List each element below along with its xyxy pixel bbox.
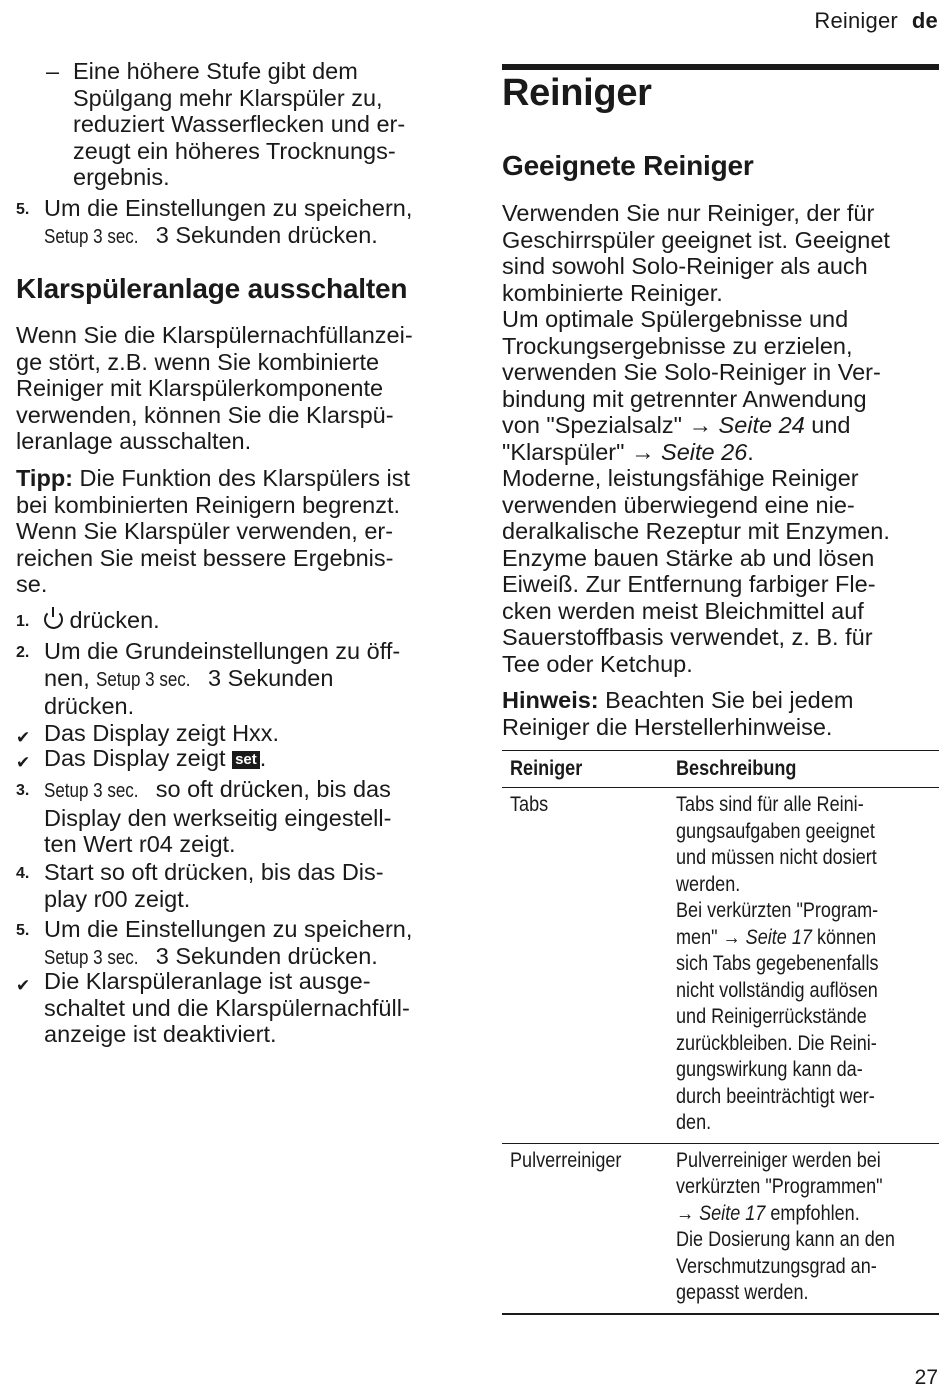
step-5-save [16,195,456,250]
text-line: empfohlen. [765,1201,860,1225]
tip-label: Tipp: [16,465,73,491]
text-line: 3 Sekunden drücken. [149,942,378,969]
text-line: Pulverreiniger werden bei [676,1148,881,1172]
set-display-box: set [232,751,260,769]
text-line: verwenden Sie Solo-Reiniger in Ver- [502,359,881,385]
step-number: 4. [16,865,30,882]
text-line: bei kombinierten Reinigern begrenzt. [16,491,401,518]
text-line: Reiniger die Herstellerhinweise. [502,713,833,740]
page-title: Reiniger [502,72,652,114]
setup-key-label: Setup 3 sec. [44,780,139,802]
page-reference-link[interactable]: Seite 26 [661,438,748,465]
text-line: gepasst werden. [676,1281,809,1304]
text-line: ten Wert r04 zeigt. [44,831,236,857]
text-line: Sauerstoffbasis verwendet, z. B. für [502,624,873,650]
text-line: Reiniger mit Klarspülerkomponente [16,375,384,401]
checkmark-icon: ✔ [16,976,31,995]
tip-paragraph [16,465,456,598]
text-line: drücken. [63,607,160,633]
text-line: so oft drücken, bis das [149,776,391,802]
text-line: Die Klarspüleranlage ist ausge- [44,968,371,994]
text-line: cken werden meist Bleichmittel auf [502,597,864,624]
text-line: men" → [676,925,746,949]
table-row [502,788,939,1143]
text-line: werden. [676,872,741,896]
text-line: Verschmutzungsgrad an- [676,1254,877,1278]
note-paragraph [502,687,942,740]
note-label: Hinweis: [502,687,599,713]
dash-bullet: – [46,58,60,84]
text-line: anzeige ist deaktiviert. [44,1021,277,1047]
text-line: reichen Sie meist bessere Ergebnis- [16,544,394,571]
column-header: Reiniger [510,757,583,780]
text-line: deralkalische Rezeptur mit Enzymen. [502,518,890,544]
page-number: 27 [914,1366,938,1389]
text-line: Spülgang mehr Klarspüler zu, [73,84,383,111]
text-line: zeugt ein höheres Trocknungs- [73,137,396,164]
step-number: 5. [16,922,30,939]
text-line: Display den werkseitig eingestell- [44,804,392,831]
text-line: von "Spezialsalz" → [502,412,719,438]
power-icon [44,610,63,629]
text-line: reduziert Wasserflecken und er- [73,111,406,137]
checkmark-icon: ✔ [16,728,31,747]
text-line: schaltet und die Klarspülernachfüll- [44,994,410,1021]
setup-key-label: Setup 3 sec. [44,225,139,248]
text-line: nen, [44,664,97,691]
text-line: Bei verkürzten "Program- [676,899,879,922]
table-cell-name: Pulverreiniger [510,1148,622,1172]
text-line: Wenn Sie die Klarspülernachfüllanzei- [16,322,413,348]
step-4 [16,859,456,912]
text-line: so oft drücken, bis das Dis- [93,859,384,885]
setup-key-label: Setup 3 sec. [44,946,139,969]
text-line: . [747,438,754,465]
result-display-hxx [16,720,456,747]
step-number: 5. [16,201,30,218]
text-line: verwenden überwiegend eine nie- [502,491,855,518]
text-line: ge stört, z.B. wenn Sie kombinierte [16,348,380,375]
table-header-row [502,751,939,787]
text-line: . [259,745,267,771]
start-key-label: Start [44,859,94,885]
detergent-paragraph [502,200,942,677]
page-reference-link[interactable]: Seite 24 [718,412,805,438]
step-number: 3. [16,782,30,799]
step-number: 2. [16,644,30,661]
text-line: den. [676,1111,712,1134]
text-line: leranlage ausschalten. [16,428,252,454]
text-line: Das Display zeigt Hxx. [44,720,280,746]
text-line: Die Dosierung kann an den [676,1228,895,1251]
page-reference-link[interactable]: Seite 17 [699,1201,766,1225]
text-line: play r00 zeigt. [44,885,191,912]
text-line: bindung mit getrennter Anwendung [502,385,867,412]
text-line: drücken. [44,693,135,719]
text-line: Die Funktion des Klarspülers ist [73,465,410,491]
text-line: Geschirrspüler geeignet ist. Geeignet [502,226,890,253]
text-line: nicht vollständig auflösen [676,978,878,1002]
text-line: zurückbleiben. Die Reini- [676,1031,877,1055]
step-number: 1. [16,613,30,630]
text-line: gungsaufgaben geeignet [676,819,875,843]
text-line: und [804,412,851,438]
text-line: durch beeinträchtigt wer- [676,1084,875,1108]
table-row [502,1144,939,1313]
text-line: Wenn Sie Klarspüler verwenden, er- [16,518,394,544]
text-line: Moderne, leistungsfähige Reiniger [502,465,859,491]
text-line: Das Display zeigt [44,745,233,771]
text-line: Tee oder Ketchup. [502,650,693,677]
section-heading: Klarspüleranlage ausschalten [16,273,408,304]
step-3 [16,776,456,858]
result-rinse-aid-off [16,968,456,1048]
page-reference-link[interactable]: Seite 17 [745,925,812,949]
text-line: sind sowohl Solo-Reiniger als auch [502,253,868,279]
text-line: sich Tabs gegebenenfalls [676,952,879,975]
text-line: Beachten Sie bei jedem [598,687,854,713]
text-line: gungswirkung kann da- [676,1058,863,1081]
text-line: Tabs sind für alle Reini- [676,793,864,816]
intro-paragraph [16,322,456,455]
step-5-save-final [16,916,456,971]
title-rule [502,64,939,70]
checkmark-icon: ✔ [16,753,31,772]
text-line: Eine höhere Stufe gibt dem [73,58,358,84]
text-line: verwenden, können Sie die Klarspü- [16,401,394,428]
text-line: se. [16,571,48,597]
step-2 [16,638,456,720]
column-header: Beschreibung [676,757,797,780]
text-line: "Klarspüler" → [502,438,662,465]
text-line: Um optimale Spülergebnisse und [502,306,849,332]
text-line: Trockungsergebnisse zu erzielen, [502,332,853,359]
section-heading: Geeignete Reiniger [502,150,754,181]
header-section: Reiniger [814,8,898,33]
running-header [814,8,938,34]
text-line: verkürzten "Programmen" [676,1175,883,1198]
text-line: Um die Einstellungen zu speichern, [44,195,413,221]
text-line: Eiweiß. Zur Entfernung farbiger Fle- [502,571,876,597]
text-line: und Reinigerrückstände [676,1005,867,1028]
table-cell-name: Tabs [510,793,549,816]
table-rule-bottom [502,1313,939,1315]
text-line: 3 Sekunden [201,664,334,691]
text-line: Um die Grundeinstellungen zu öff- [44,638,401,664]
step-1 [16,607,456,634]
text-line: und müssen nicht dosiert [676,846,877,869]
text-line: → [676,1201,700,1225]
dash-list-item [46,58,446,191]
header-language: de [911,8,938,33]
detergent-table [502,750,939,1315]
text-line: Enzyme bauen Stärke ab und lösen [502,544,875,571]
text-line: kombinierte Reiniger. [502,279,723,306]
result-display-set [16,745,456,772]
text-line: ergebnis. [73,164,170,190]
text-line: können [811,925,877,949]
setup-key-label: Setup 3 sec. [96,668,191,691]
text-line: Um die Einstellungen zu speichern, [44,916,413,942]
text-line: 3 Sekunden drücken. [149,221,378,248]
text-line: Verwenden Sie nur Reiniger, der für [502,200,875,226]
